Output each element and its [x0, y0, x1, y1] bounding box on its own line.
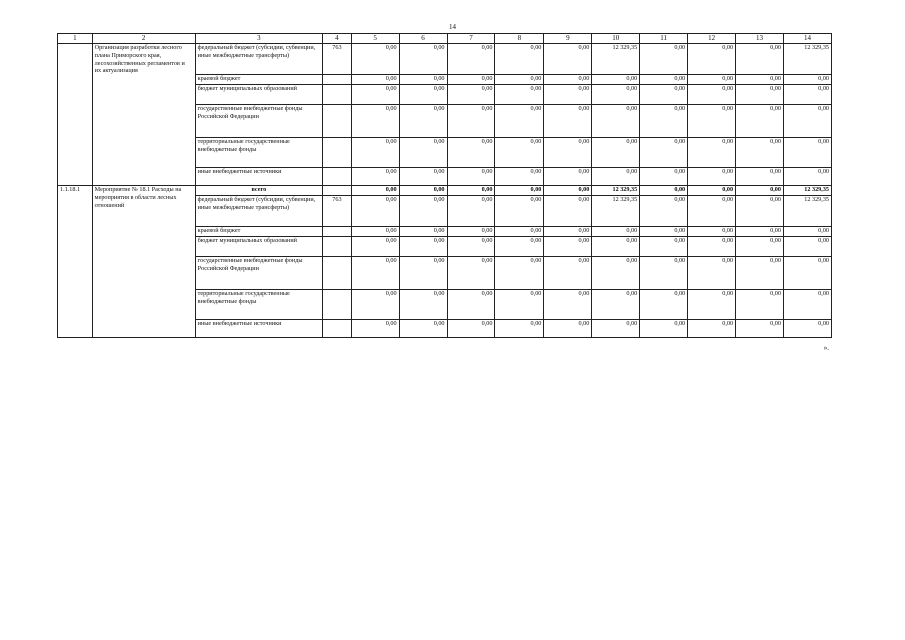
- budget-code: [323, 237, 352, 257]
- amount-cell: 0,00: [351, 196, 399, 227]
- funding-source: федеральный бюджет (субсидии, субвенции, иные межбюджетные трансферты): [195, 196, 322, 227]
- amount-cell: 0,00: [783, 138, 831, 168]
- amount-cell: 0,00: [447, 257, 495, 290]
- amount-cell: 0,00: [447, 186, 495, 196]
- amount-cell: 0,00: [544, 257, 592, 290]
- amount-cell: 0,00: [736, 85, 784, 105]
- amount-cell: 0,00: [688, 290, 736, 320]
- amount-cell: 0,00: [351, 44, 399, 75]
- amount-cell: 0,00: [447, 168, 495, 186]
- amount-cell: 0,00: [399, 75, 447, 85]
- budget-code: [323, 75, 352, 85]
- amount-cell: 0,00: [592, 138, 640, 168]
- amount-cell: 0,00: [495, 138, 544, 168]
- amount-cell: 0,00: [544, 227, 592, 237]
- amount-cell: 0,00: [688, 196, 736, 227]
- funding-source: иные внебюджетные источники: [195, 168, 322, 186]
- amount-cell: 0,00: [351, 257, 399, 290]
- amount-cell: 0,00: [783, 237, 831, 257]
- amount-cell: 0,00: [351, 227, 399, 237]
- budget-code: [323, 138, 352, 168]
- amount-cell: 0,00: [399, 196, 447, 227]
- amount-cell: 0,00: [688, 168, 736, 186]
- amount-cell: 0,00: [640, 237, 688, 257]
- amount-cell: 0,00: [399, 105, 447, 138]
- budget-code: [323, 320, 352, 338]
- funding-source: иные внебюджетные источники: [195, 320, 322, 338]
- funding-source: государственные внебюджетные фонды Российской Федерации: [195, 257, 322, 290]
- amount-cell: 0,00: [544, 105, 592, 138]
- amount-cell: 0,00: [592, 290, 640, 320]
- amount-cell: 0,00: [447, 138, 495, 168]
- column-header: 7: [447, 34, 495, 44]
- amount-cell: 12 329,35: [783, 186, 831, 196]
- amount-cell: 0,00: [495, 85, 544, 105]
- amount-cell: 0,00: [351, 138, 399, 168]
- amount-cell: 0,00: [544, 44, 592, 75]
- amount-cell: 0,00: [399, 227, 447, 237]
- amount-cell: 0,00: [736, 320, 784, 338]
- amount-cell: 0,00: [351, 320, 399, 338]
- amount-cell: 0,00: [592, 227, 640, 237]
- amount-cell: 0,00: [640, 196, 688, 227]
- amount-cell: 0,00: [544, 237, 592, 257]
- amount-cell: 0,00: [399, 290, 447, 320]
- amount-cell: 0,00: [736, 237, 784, 257]
- funding-source: территориальные государственные внебюджетные фонды: [195, 290, 322, 320]
- column-header: 12: [688, 34, 736, 44]
- budget-code: [323, 257, 352, 290]
- amount-cell: 0,00: [736, 168, 784, 186]
- amount-cell: 0,00: [640, 290, 688, 320]
- amount-cell: 0,00: [688, 257, 736, 290]
- amount-cell: 0,00: [640, 320, 688, 338]
- amount-cell: 0,00: [688, 186, 736, 196]
- budget-code: [323, 168, 352, 186]
- column-header: 4: [323, 34, 352, 44]
- amount-cell: 0,00: [640, 257, 688, 290]
- amount-cell: 0,00: [736, 186, 784, 196]
- amount-cell: 0,00: [592, 105, 640, 138]
- amount-cell: 0,00: [495, 75, 544, 85]
- amount-cell: 12 329,35: [783, 196, 831, 227]
- item-code: 1.1.18.1: [58, 186, 93, 338]
- column-header: 11: [640, 34, 688, 44]
- item-code: [58, 44, 93, 186]
- amount-cell: 0,00: [447, 85, 495, 105]
- amount-cell: 0,00: [447, 196, 495, 227]
- amount-cell: 0,00: [447, 227, 495, 237]
- funding-source: краевой бюджет: [195, 75, 322, 85]
- amount-cell: 0,00: [447, 75, 495, 85]
- amount-cell: 0,00: [544, 320, 592, 338]
- amount-cell: 0,00: [399, 257, 447, 290]
- amount-cell: 0,00: [736, 290, 784, 320]
- amount-cell: 0,00: [544, 196, 592, 227]
- amount-cell: 0,00: [783, 227, 831, 237]
- amount-cell: 0,00: [592, 320, 640, 338]
- amount-cell: 0,00: [783, 257, 831, 290]
- amount-cell: 0,00: [544, 138, 592, 168]
- amount-cell: 0,00: [544, 75, 592, 85]
- funding-source: краевой бюджет: [195, 227, 322, 237]
- amount-cell: 0,00: [399, 320, 447, 338]
- amount-cell: 0,00: [688, 85, 736, 105]
- column-header: 13: [736, 34, 784, 44]
- amount-cell: 0,00: [688, 237, 736, 257]
- funding-source: территориальные государственные внебюджетные фонды: [195, 138, 322, 168]
- amount-cell: 0,00: [495, 257, 544, 290]
- amount-cell: 0,00: [544, 290, 592, 320]
- amount-cell: 0,00: [592, 85, 640, 105]
- amount-cell: 0,00: [495, 290, 544, 320]
- amount-cell: 0,00: [640, 85, 688, 105]
- amount-cell: 0,00: [640, 105, 688, 138]
- amount-cell: 0,00: [495, 44, 544, 75]
- amount-cell: 0,00: [399, 186, 447, 196]
- amount-cell: 0,00: [688, 138, 736, 168]
- amount-cell: 0,00: [783, 105, 831, 138]
- column-header: 2: [92, 34, 195, 44]
- amount-cell: 0,00: [736, 75, 784, 85]
- amount-cell: 0,00: [447, 105, 495, 138]
- amount-cell: 0,00: [495, 186, 544, 196]
- column-header: 6: [399, 34, 447, 44]
- budget-code: [323, 227, 352, 237]
- amount-cell: 0,00: [688, 227, 736, 237]
- amount-cell: 0,00: [351, 290, 399, 320]
- amount-cell: 0,00: [640, 44, 688, 75]
- column-header: 10: [592, 34, 640, 44]
- amount-cell: 0,00: [399, 44, 447, 75]
- amount-cell: 0,00: [783, 85, 831, 105]
- amount-cell: 0,00: [592, 237, 640, 257]
- amount-cell: 0,00: [399, 237, 447, 257]
- funding-row: [58, 44, 832, 75]
- column-header: 9: [544, 34, 592, 44]
- budget-code: 763: [323, 196, 352, 227]
- amount-cell: 0,00: [351, 75, 399, 85]
- amount-cell: 0,00: [640, 186, 688, 196]
- amount-cell: 0,00: [351, 186, 399, 196]
- budget-code: [323, 85, 352, 105]
- amount-cell: 0,00: [736, 196, 784, 227]
- amount-cell: 0,00: [495, 168, 544, 186]
- funding-source: федеральный бюджет (субсидии, субвенции, иные межбюджетные трансферты): [195, 44, 322, 75]
- amount-cell: 0,00: [495, 320, 544, 338]
- total-row: [58, 186, 832, 196]
- amount-cell: 0,00: [447, 44, 495, 75]
- amount-cell: 0,00: [351, 105, 399, 138]
- amount-cell: 0,00: [351, 85, 399, 105]
- header-row: [58, 34, 832, 44]
- funding-source: бюджет муниципальных образований: [195, 85, 322, 105]
- amount-cell: 0,00: [351, 168, 399, 186]
- amount-cell: 0,00: [544, 186, 592, 196]
- column-header: 5: [351, 34, 399, 44]
- funding-source: всего: [195, 186, 322, 196]
- amount-cell: 0,00: [783, 75, 831, 85]
- column-header: 1: [58, 34, 93, 44]
- budget-code: [323, 186, 352, 196]
- budget-code: [323, 105, 352, 138]
- amount-cell: 0,00: [640, 138, 688, 168]
- budget-table: [57, 33, 832, 338]
- amount-cell: 0,00: [688, 320, 736, 338]
- amount-cell: 12 329,35: [592, 186, 640, 196]
- amount-cell: 12 329,35: [592, 44, 640, 75]
- amount-cell: 0,00: [447, 290, 495, 320]
- amount-cell: 0,00: [736, 44, 784, 75]
- amount-cell: 0,00: [351, 237, 399, 257]
- amount-cell: 0,00: [447, 237, 495, 257]
- amount-cell: 0,00: [640, 168, 688, 186]
- amount-cell: 0,00: [736, 138, 784, 168]
- budget-code: 763: [323, 44, 352, 75]
- amount-cell: 0,00: [688, 44, 736, 75]
- funding-source: государственные внебюджетные фонды Российской Федерации: [195, 105, 322, 138]
- column-header: 14: [783, 34, 831, 44]
- amount-cell: 0,00: [399, 138, 447, 168]
- amount-cell: 0,00: [640, 75, 688, 85]
- amount-cell: 0,00: [736, 227, 784, 237]
- amount-cell: 0,00: [688, 75, 736, 85]
- column-header: 3: [195, 34, 322, 44]
- amount-cell: 0,00: [399, 168, 447, 186]
- amount-cell: 0,00: [640, 227, 688, 237]
- amount-cell: 0,00: [688, 105, 736, 138]
- amount-cell: 0,00: [592, 75, 640, 85]
- amount-cell: 0,00: [736, 105, 784, 138]
- amount-cell: 0,00: [783, 320, 831, 338]
- page-number: 14: [449, 23, 456, 31]
- item-title: Мероприятие № 18.1 Расходы на мероприятия в области лесных отношений: [92, 186, 195, 338]
- amount-cell: 0,00: [447, 320, 495, 338]
- budget-code: [323, 290, 352, 320]
- amount-cell: 0,00: [495, 105, 544, 138]
- amount-cell: 0,00: [399, 85, 447, 105]
- amount-cell: 0,00: [592, 257, 640, 290]
- amount-cell: 12 329,35: [592, 196, 640, 227]
- amount-cell: 0,00: [544, 168, 592, 186]
- amount-cell: 0,00: [544, 85, 592, 105]
- amount-cell: 0,00: [783, 290, 831, 320]
- item-title: Организация разработки лесного плана Приморского края, лесохозяйственных регламентов и их актуализация: [92, 44, 195, 186]
- amount-cell: 0,00: [495, 237, 544, 257]
- amount-cell: 0,00: [783, 168, 831, 186]
- amount-cell: 0,00: [495, 227, 544, 237]
- amount-cell: 0,00: [592, 168, 640, 186]
- column-header: 8: [495, 34, 544, 44]
- amount-cell: 12 329,35: [783, 44, 831, 75]
- closing-quote-mark: ».: [823, 344, 829, 352]
- amount-cell: 0,00: [736, 257, 784, 290]
- funding-source: бюджет муниципальных образований: [195, 237, 322, 257]
- amount-cell: 0,00: [495, 196, 544, 227]
